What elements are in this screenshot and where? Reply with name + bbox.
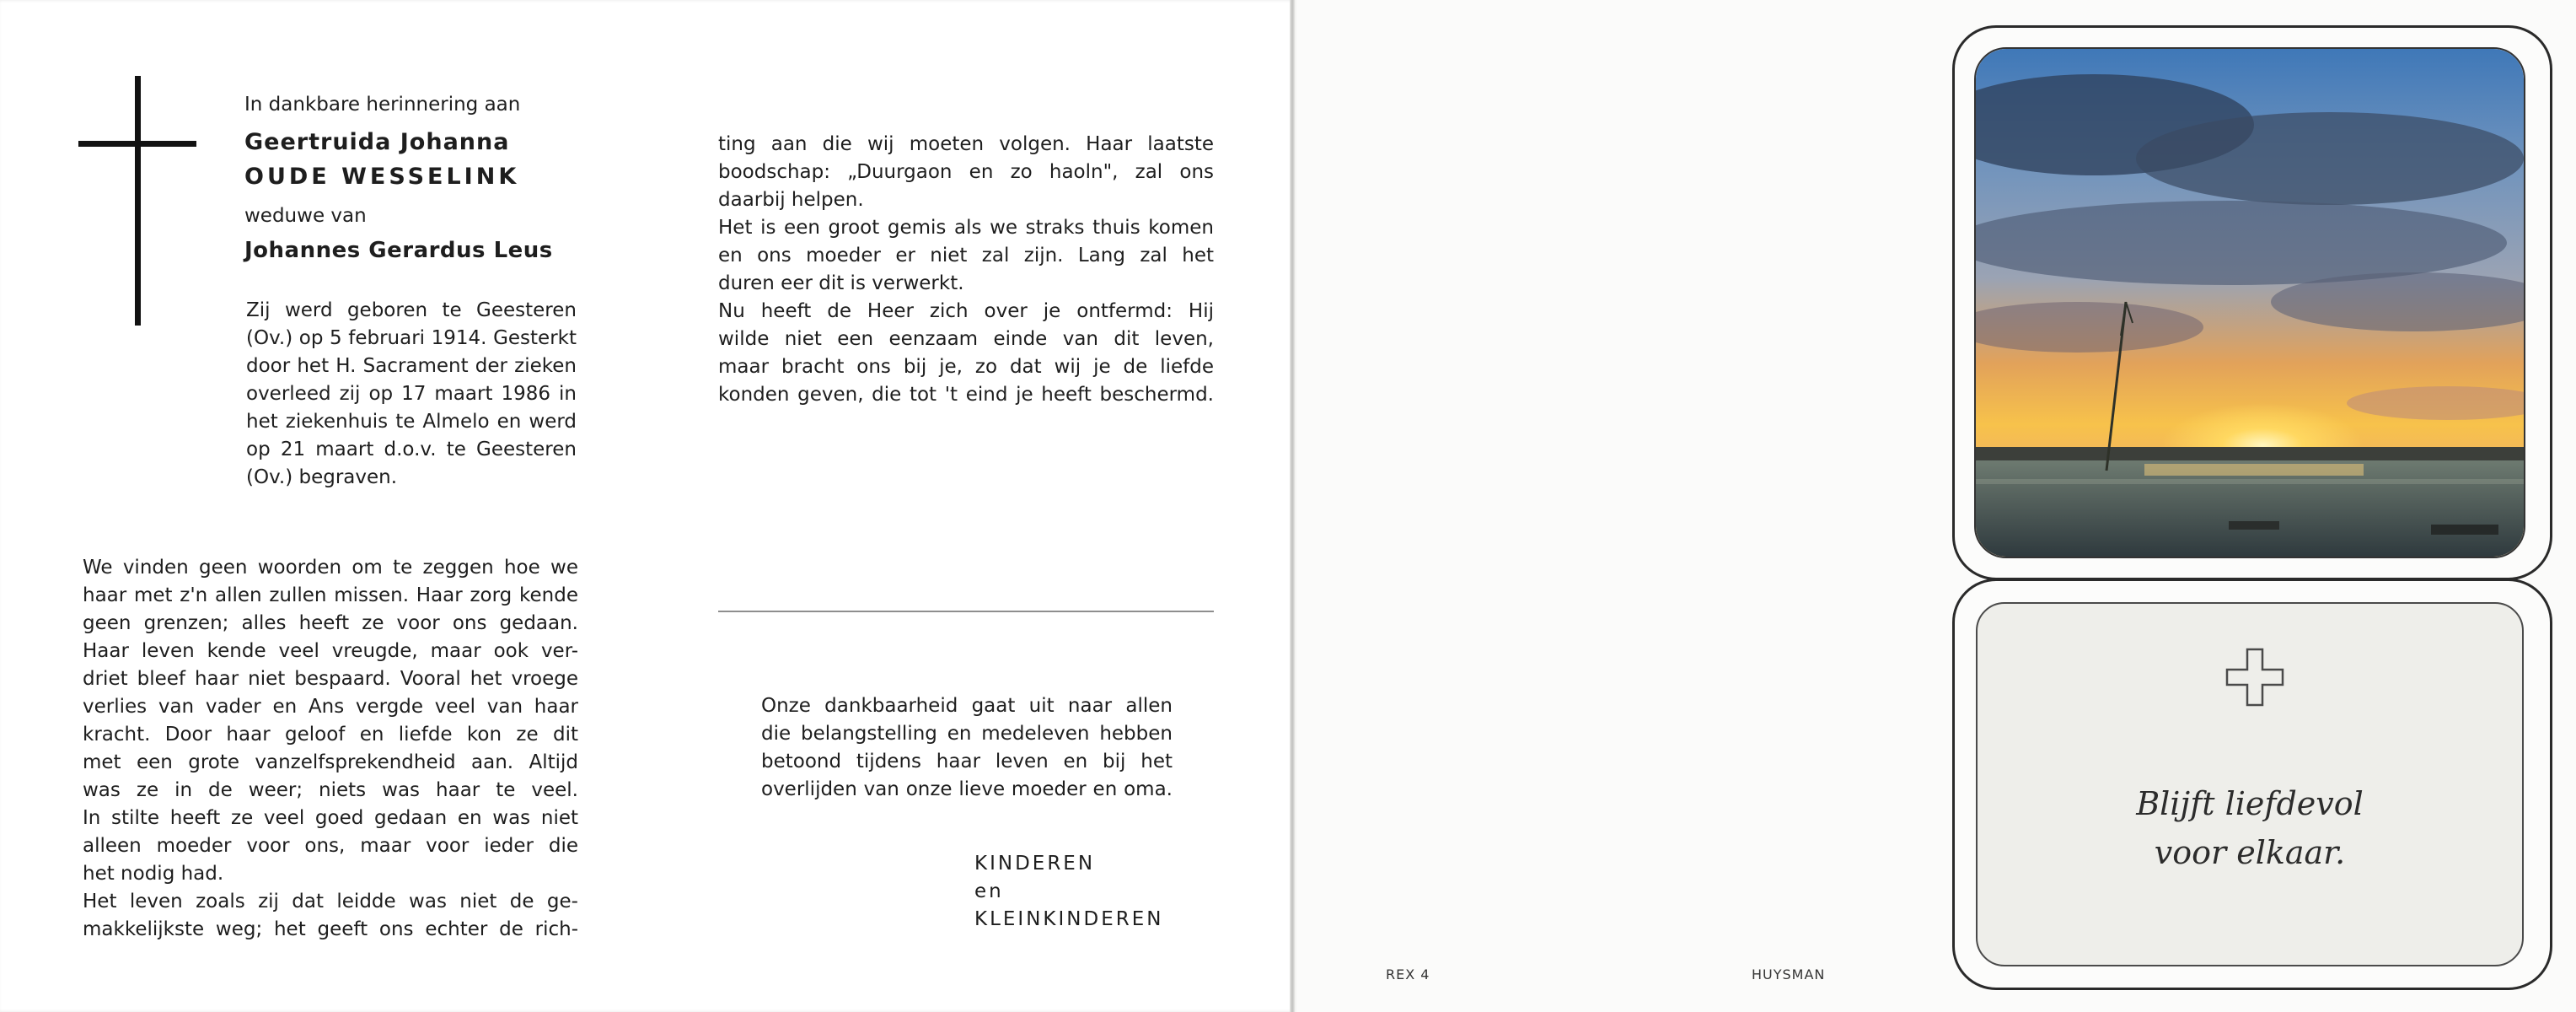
fold-crease [1290,0,1295,1012]
first-names: Geertruida Johanna [244,129,510,155]
text-line: met een grote vanzelfsprekendheid aan. Altijd [83,751,578,773]
text-line: Het leven zoals zij dat leidde was niet de ge- [83,891,578,912]
text-line: Haar leven kende veel vreugde, maar ook ver- [83,640,578,662]
signature-line-3: KLEINKINDEREN [974,908,1164,930]
text-line: ting aan die wij moeten volgen. Haar laatste [718,133,1214,155]
greek-cross-outline-icon [2225,648,2284,707]
tribute-column-left [83,554,578,944]
thanks-paragraph [761,692,1173,804]
printer-name: HUYSMAN [1752,966,1826,982]
text-line: kracht. Door haar geloof en liefde kon ze dit [83,724,578,746]
text-line: het ziekenhuis te Almelo en werd [246,411,577,433]
text-line: (Ov.) begraven. [246,466,398,488]
printer-code: REX 4 [1386,966,1430,982]
text-line: betoond tijdens haar leven en bij het [761,751,1173,772]
motto-line-1: Blijft liefdevol [2136,785,2364,822]
sunset-photo [1974,47,2525,558]
intro-line: In dankbare herinnering aan [244,94,521,116]
text-line: op 21 maart d.o.v. te Geesteren [246,439,577,460]
text-line: Zij werd geboren te Geesteren [246,299,577,321]
text-line: overlijden van onze lieve moeder en oma. [761,778,1173,800]
front-cover [1930,0,2576,1012]
text-line: Nu heeft de Heer zich over je ontfermd: Hij [718,300,1214,322]
signature-line-2: en [974,880,1004,902]
text-line: het nodig had. [83,863,224,885]
text-line: verlies van vader en Ans vergde veel van haar [83,696,578,718]
text-line: boodschap: „Duurgaon en zo haoln", zal ons [718,161,1214,183]
text-line: was ze in de weer; niets was haar te veel. [83,779,578,801]
text-line: makkelijkste weg; het geeft ons echter de rich- [83,918,578,940]
tribute-column-right [718,131,1214,409]
text-line: alleen moeder voor ons, maar voor ieder die [83,835,578,857]
text-line: maar bracht ons bij je, zo dat wij je de liefde [718,356,1214,378]
text-line: driet bleef haar niet bespaard. Vooral het vroege [83,668,578,690]
text-line: overleed zij op 17 maart 1986 in [246,383,577,405]
text-line: (Ov.) op 5 februari 1914. Gesterkt [246,327,577,349]
widow-of-line: weduwe van [244,205,367,227]
text-line: Onze dankbaarheid gaat uit naar allen [761,695,1173,717]
text-line: haar met z'n allen zullen missen. Haar zorg kende [83,584,578,606]
text-line: duren eer dit is verwerkt. [718,272,964,294]
text-line: geen grenzen; alles heeft ze voor ons gedaan. [83,612,578,634]
text-line: In stilte heeft ze veel goed gedaan en was niet [83,807,578,829]
text-line: konden geven, die tot 't eind je heeft beschermd. [718,384,1214,406]
spouse-name: Johannes Gerardus Leus [244,238,553,263]
motto-card [1976,602,2524,966]
text-line: We vinden geen woorden om te zeggen hoe we [83,557,578,579]
text-line: wilde niet een eenzaam einde van dit leven, [718,328,1214,350]
biography [246,297,577,492]
surname: OUDE WESSELINK [244,164,520,190]
text-line: en ons moeder er niet zal zijn. Lang zal het [718,245,1214,266]
back-panel [1296,0,1930,1012]
signature-line-1: KINDEREN [974,853,1096,875]
motto-line-2: voor elkaar. [2154,834,2346,871]
text-line: door het H. Sacrament der zieken [246,355,577,377]
text-line: Het is een groot gemis als we straks thuis komen [718,217,1214,239]
text-line: daarbij helpen. [718,189,864,211]
text-line: die belangstelling en medeleven hebben [761,723,1173,745]
divider-line [718,611,1214,612]
